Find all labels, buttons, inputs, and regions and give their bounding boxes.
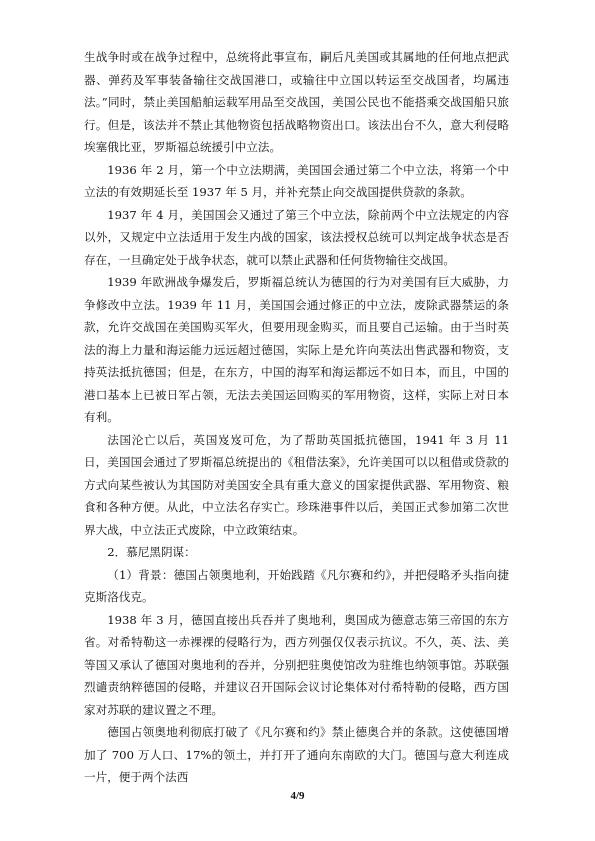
paragraph: 1937 年 4 月，美国国会又通过了第三个中立法，除前两个中立法规定的内容以外，又规定中立法适用于发生内战的国家，该法授权总统可以判定战争状态是否存在，一旦确定处于战争状态，就可以禁止武器和任何货物输往交战国。 [84,207,509,267]
page-number: 4/9 [290,790,305,802]
section-heading: 2．慕尼黑阴谋： [107,545,196,559]
paragraph: 1939 年欧洲战争爆发后，罗斯福总统认为德国的行为对美国有巨大威胁，力争修改中立法。1939 年 11 月，美国国会通过修正的中立法，废除武器禁运的条款，允许交战国在美国购买军火，但要用现金购买，而且要自己运输。由于当时英法的海上力量和海运能力远远超过德国，实际上是允许向英法出售武器和物资，支持英法抵抗德国；但是，在东方，中国的海军和海运都远不如日本，而且，中国的港口基本上已被日军占领，无法去美国运回购买的军用物资，这样，实际上对日本有利。 [84,275,509,424]
paragraph: 法国沦亡以后，英国岌岌可危，为了帮助英国抵抗德国，1941 年 3 月 11 日，美国国会通过了罗斯福总统提出的《租借法案》，允许美国可以以租借或贷款的方式向某些被认为其国防对美国安全具有重大意义的国家提供武器、军用物资、粮食和各种方便。从此，中立法名存实亡。珍珠港事件以后，美国正式参加第二次世界大战，中立法正式废除，中立政策结束。 [84,432,509,537]
paragraph: 生战争时或在战争过程中，总统将此事宣布，嗣后凡美国或其属地的任何地点把武器、弹药及军事装备输往交战国港口，或输往中立国以转运至交战国者，均属违法。”同时，禁止美国船舶运载军用品至交战国，美国公民也不能搭乘交战国船只旅行。但是，该法并不禁止其他物资包括战略物资出口。该法出台不久，意大利侵略埃塞俄比亚，罗斯福总统援引中立法。 [84,50,509,154]
paragraph: 1938 年 3 月，德国直接出兵吞并了奥地利，奥国成为德意志第三帝国的东方省。对希特勒这一赤裸裸的侵略行为，西方列强仅仅表示抗议。不久，英、法、美等国又承认了德国对奥地利的吞并，分别把驻奥使馆改为驻维也纳领事馆。苏联强烈谴责纳粹德国的侵略，并建议召开国际会议讨论集体对付希特勒的侵略，西方国家对苏联的建议置之不理。 [84,612,509,717]
paragraph: 1936 年 2 月，第一个中立法期满，美国国会通过第二个中立法，将第一个中立法的有效期延长至 1937 年 5 月，并补充禁止向交战国提供贷款的条款。 [84,162,509,199]
paragraph: （1）背景：德国占领奥地利，开始践踏《凡尔赛和约》，并把侵略矛头指向捷克斯洛伐克。 [84,567,509,604]
paragraph: 德国占领奥地利彻底打破了《凡尔赛和约》禁止德奥合并的条款。这使德国增加了 700 万人口、17%的领土，并打开了通向东南欧的大门。德国与意大利连成一片，便于两个法西 [84,725,509,784]
document-body [84,46,509,789]
